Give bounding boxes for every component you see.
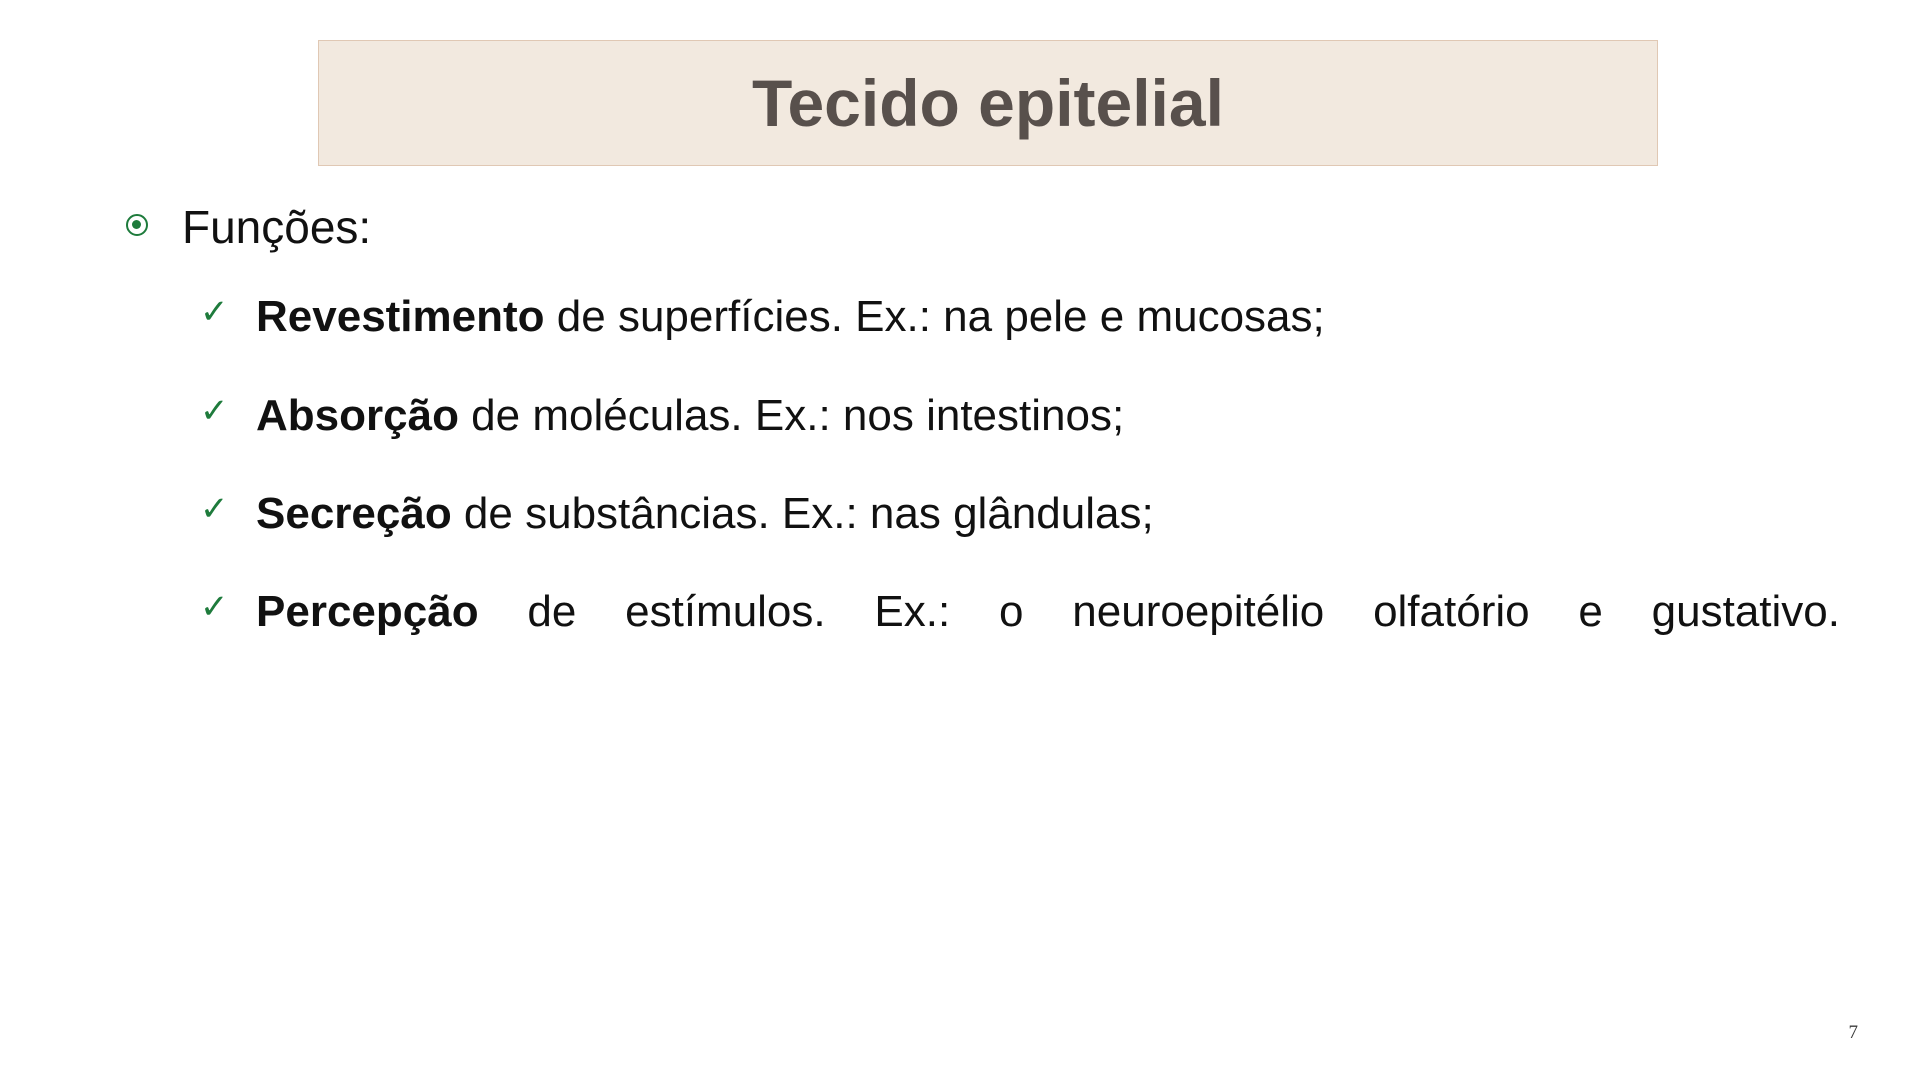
check-icon: ✓ — [200, 391, 229, 430]
list-item — [196, 486, 1840, 542]
page-number: 7 — [1848, 1022, 1858, 1043]
check-icon: ✓ — [200, 588, 229, 627]
list-item — [196, 289, 1840, 345]
list-item-text: de estímulos. Ex.: o neuroepitélio olfatório e gustativo. — [478, 587, 1840, 637]
page-title: Tecido epitelial — [752, 66, 1224, 140]
list-item — [196, 388, 1840, 444]
list-item-term: Percepção — [256, 587, 479, 637]
list-item-text: de substâncias. Ex.: nas glândulas; — [451, 488, 1154, 538]
slide-body — [0, 200, 1920, 739]
circle-bullet-icon — [126, 214, 148, 236]
list-item-text: de superfícies. Ex.: na pele e mucosas; — [544, 292, 1325, 342]
list-item-text: de moléculas. Ex.: nos intestinos; — [458, 390, 1125, 440]
check-icon: ✓ — [200, 293, 229, 332]
bullet-level1-label: Funções: — [182, 201, 372, 253]
bullet-level1-funcoes — [0, 200, 1920, 255]
slide-title-box — [318, 40, 1658, 166]
check-icon: ✓ — [200, 489, 229, 528]
list-item-term: Revestimento — [256, 292, 545, 342]
list-item-term: Absorção — [256, 390, 459, 440]
list-item-term: Secreção — [256, 488, 452, 538]
list-item — [196, 584, 1840, 697]
